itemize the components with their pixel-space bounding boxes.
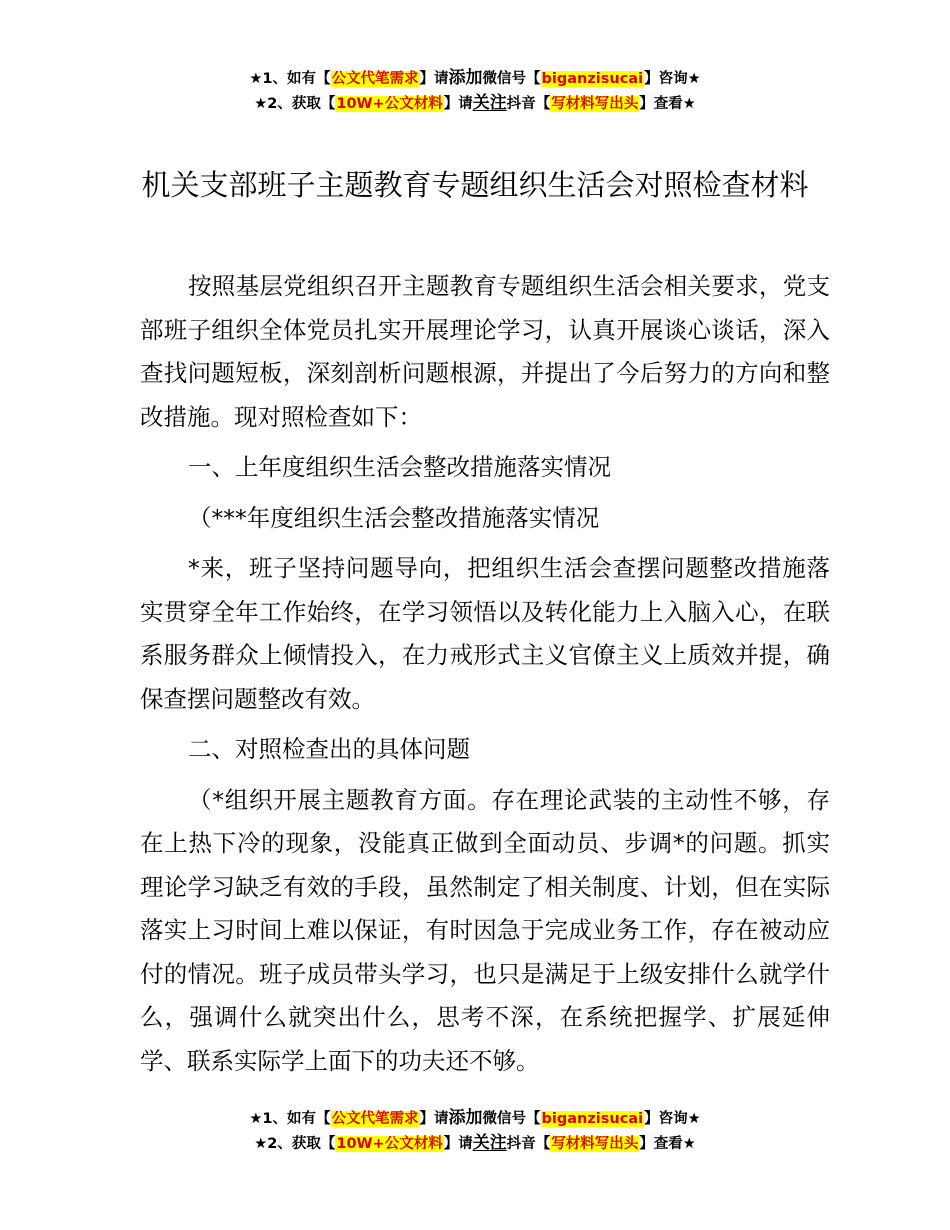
banner-text: 抖音【 [506,96,551,112]
banner-text: 】请 [419,1111,449,1127]
paragraph-review: *来，班子坚持问题导向，把组织生活会查摆问题整改措施落实贯穿全年工作始终，在学习领悟以及转化能力上入脑入心，在联系服务群众上倾情投入，在力戒形式主义官僚主义上质效并提，确保查摆问题整改有效。 [140,554,830,713]
banner-emphasis: 添加 [448,68,483,88]
banner-text: 抖音【 [506,1136,551,1152]
banner-text: 微信号【 [482,1111,541,1127]
highlight-materials: 10W+公文材料 [336,96,443,112]
banner-text: 微信号【 [482,71,541,87]
highlight-wechat-id: biganzisucai [541,1111,644,1127]
section-heading-1: 一、上年度组织生活会整改措施落实情况 [188,453,611,481]
highlight-service: 公文代笔需求 [331,1111,419,1127]
paragraph-problems: （*组织开展主题教育方面。存在理论武装的主动性不够，存在上热下冷的现象，没能真正做到全面动员、步调*的问题。抓实理论学习缺乏有效的手段，虽然制定了相关制度、计划，但在实际落实上习时间上难以保证，有时因急于完成业务工作，存在被动应付的情况。班子成员带头学习，也只是满足于上级安排什么就学什么，强调什么就突出什么，思考不深，在系统把握学、扩展延伸学、联系实际学上面下的功夫还不够。 [140,785,830,1075]
document-body [140,265,830,1083]
banner-line-1 [0,1106,950,1131]
highlight-service: 公文代笔需求 [331,71,419,87]
highlight-douyin-account: 写材料写出头 [551,96,639,112]
document-title: 机关支部班子主题教育专题组织生活会对照检查材料 [141,168,809,202]
highlight-douyin-account: 写材料写出头 [551,1136,639,1152]
banner-line-2 [0,1131,950,1156]
banner-text: 】请 [443,96,473,112]
banner-text: 】请 [419,71,449,87]
banner-text: 】查看★ [639,96,696,112]
header-banner [0,66,950,116]
highlight-materials: 10W+公文材料 [336,1136,443,1152]
banner-emphasis: 添加 [448,1108,483,1128]
banner-text: ★1、如有【 [249,1111,331,1127]
banner-emphasis: 关注 [472,1133,507,1153]
section-heading-2: 二、对照检查出的具体问题 [188,735,470,763]
banner-emphasis: 关注 [472,93,507,113]
banner-text: 】咨询★ [644,71,701,87]
banner-text: 】请 [443,1136,473,1152]
banner-text: ★1、如有【 [249,71,331,87]
subheading-1: （***年度组织生活会整改措施落实情况 [188,503,600,532]
banner-line-1 [0,66,950,91]
banner-text: 】咨询★ [644,1111,701,1127]
banner-line-2 [0,91,950,116]
banner-text: ★2、获取【 [254,96,336,112]
footer-banner [0,1106,950,1156]
paragraph-intro: 按照基层党组织召开主题教育专题组织生活会相关要求，党支部班子组织全体党员扎实开展理论学习，认真开展谈心谈话，深入查找问题短板，深刻剖析问题根源，并提出了今后努力的方向和整改措施。现对照检查如下： [140,272,830,431]
banner-text: 】查看★ [639,1136,696,1152]
highlight-wechat-id: biganzisucai [541,71,644,87]
banner-text: ★2、获取【 [254,1136,336,1152]
